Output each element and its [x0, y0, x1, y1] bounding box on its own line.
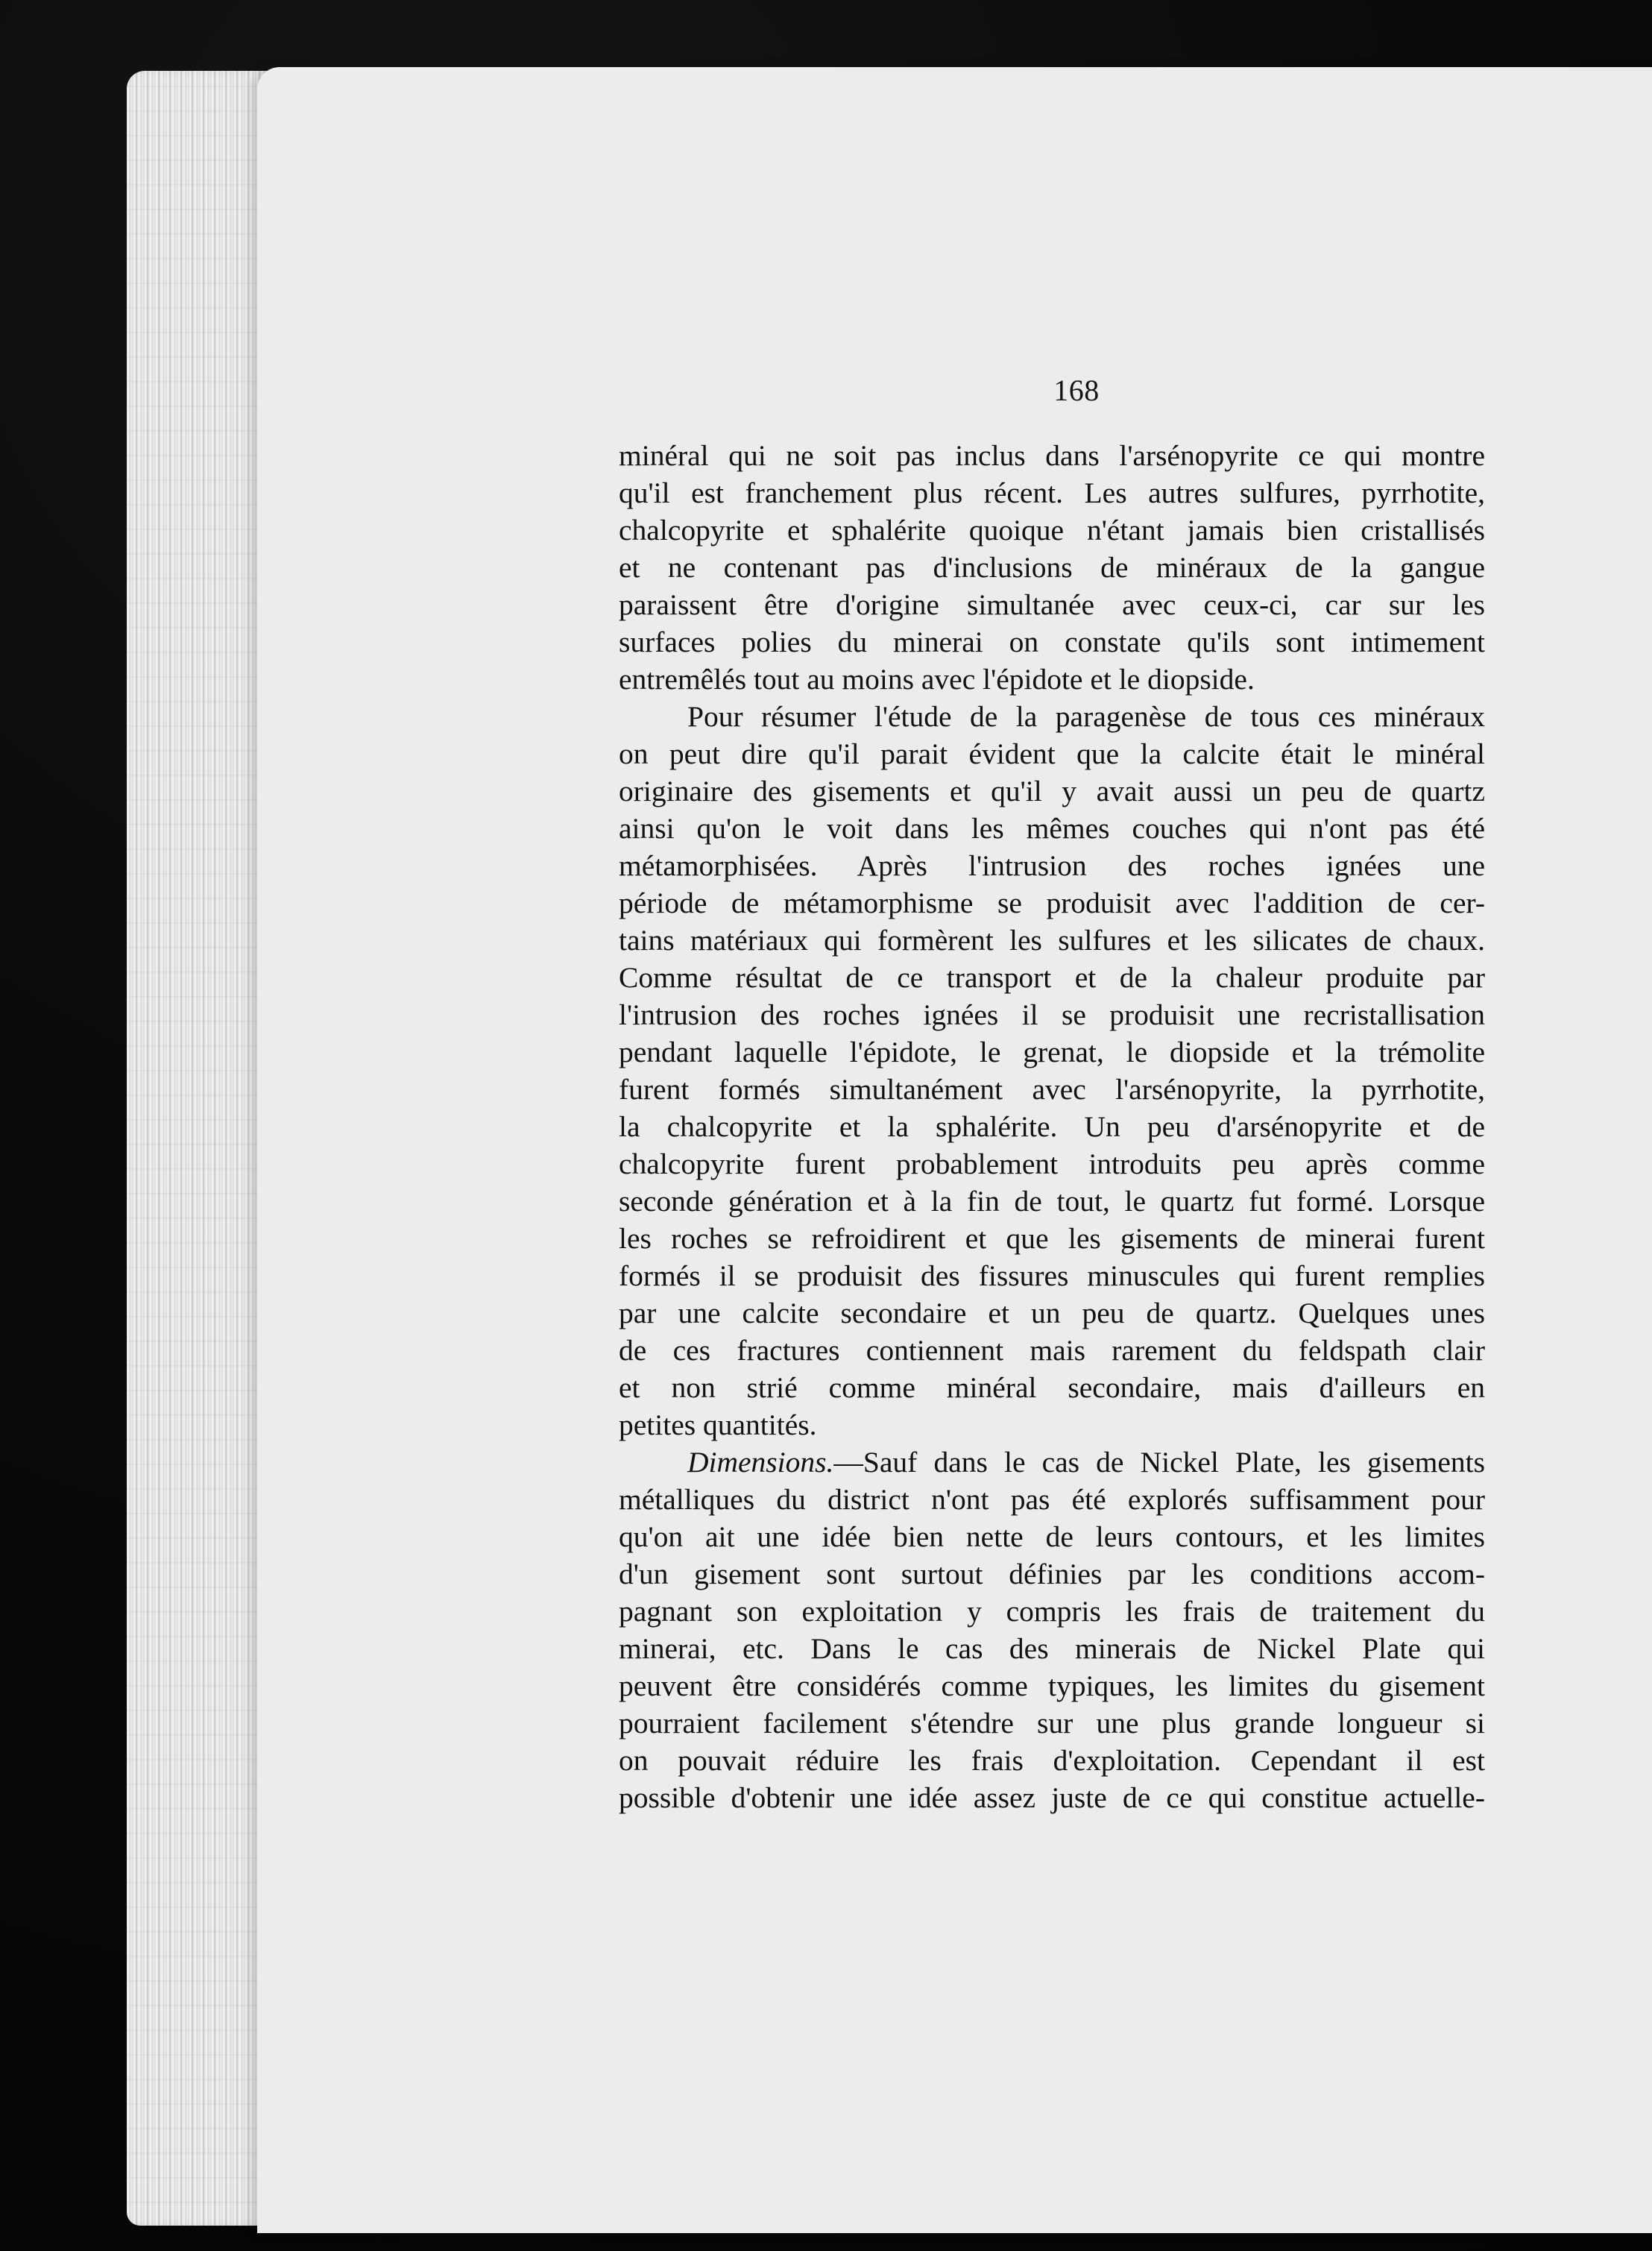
text-line: et ne contenant pas d'inclusions de minéraux de la gangue	[619, 551, 1485, 584]
text-line: et non strié comme minéral secondaire, mais d'ailleurs en	[619, 1371, 1485, 1404]
text-line: qu'il est franchement plus récent. Les autres sulfures, pyrrhotite,	[619, 476, 1485, 509]
text-line: minerai, etc. Dans le cas des minerais de Nickel Plate qui	[619, 1632, 1485, 1665]
text-line: originaire des gisements et qu'il y avait aussi un peu de quartz	[619, 775, 1485, 807]
text-line: chalcopyrite furent probablement introduits peu après comme	[619, 1147, 1485, 1180]
text-line: l'intrusion des roches ignées il se produisit une recristallisation	[619, 998, 1485, 1031]
text-line: peuvent être considérés comme typiques, les limites du gisement	[619, 1669, 1485, 1702]
section-heading: Dimensions.	[687, 1446, 834, 1479]
text-line: minéral qui ne soit pas inclus dans l'arsénopyrite ce qui montre	[619, 439, 1485, 472]
text-line: petites quantités.	[619, 1408, 817, 1441]
page-number: 168	[1053, 374, 1100, 407]
text-line: paraissent être d'origine simultanée avec ceux-ci, car sur les	[619, 588, 1485, 621]
text-line: période de métamorphisme se produisit avec l'addition de cer-	[619, 887, 1485, 919]
body-text	[619, 437, 1485, 1816]
text-line: ainsi qu'on le voit dans les mêmes couches qui n'ont pas été	[619, 812, 1485, 845]
text-line: seconde génération et à la fin de tout, le quartz fut formé. Lorsque	[619, 1185, 1485, 1218]
text-line: entremêlés tout au moins avec l'épidote et le diopside.	[619, 663, 1255, 696]
text-line: de ces fractures contiennent mais rarement du feldspath clair	[619, 1334, 1485, 1367]
text-line: Pour résumer l'étude de la paragenèse de tous ces minéraux	[687, 700, 1485, 733]
text-line: par une calcite secondaire et un peu de quartz. Quelques unes	[619, 1297, 1485, 1329]
section-heading-line	[619, 1444, 1485, 1481]
text-line: surfaces polies du minerai on constate qu'ils sont intimement	[619, 626, 1485, 658]
text-line: d'un gisement sont surtout définies par les conditions accom-	[619, 1558, 1485, 1590]
text-line: pagnant son exploitation y compris les frais de traitement du	[619, 1595, 1485, 1628]
text-line: on peut dire qu'il parait évident que la calcite était le minéral	[619, 737, 1485, 770]
text-line: on pouvait réduire les frais d'exploitation. Cependant il est	[619, 1744, 1485, 1777]
text-line: pendant laquelle l'épidote, le grenat, le diopside et la trémolite	[619, 1036, 1485, 1068]
book-page-edges	[127, 71, 276, 2226]
text-line: les roches se refroidirent et que les gisements de minerai furent	[619, 1222, 1485, 1255]
section-heading-rest: —Sauf dans le cas de Nickel Plate, les gisements	[833, 1446, 1485, 1479]
text-line: formés il se produisit des fissures minuscules qui furent remplies	[619, 1259, 1485, 1292]
text-line: qu'on ait une idée bien nette de leurs contours, et les limites	[619, 1520, 1485, 1553]
text-line: la chalcopyrite et la sphalérite. Un peu d'arsénopyrite et de	[619, 1110, 1485, 1143]
text-line: furent formés simultanément avec l'arsénopyrite, la pyrrhotite,	[619, 1073, 1485, 1106]
text-line: métalliques du district n'ont pas été explorés suffisamment pour	[619, 1483, 1485, 1516]
text-line: possible d'obtenir une idée assez juste de ce qui constitue actuelle-	[619, 1781, 1485, 1814]
text-line: métamorphisées. Après l'intrusion des roches ignées une	[619, 849, 1485, 882]
text-line: chalcopyrite et sphalérite quoique n'étant jamais bien cristallisés	[619, 514, 1485, 547]
text-line: Comme résultat de ce transport et de la chaleur produite par	[619, 961, 1485, 994]
text-line: tains matériaux qui formèrent les sulfures et les silicates de chaux.	[619, 924, 1485, 957]
text-line: pourraient facilement s'étendre sur une plus grande longueur si	[619, 1707, 1485, 1740]
